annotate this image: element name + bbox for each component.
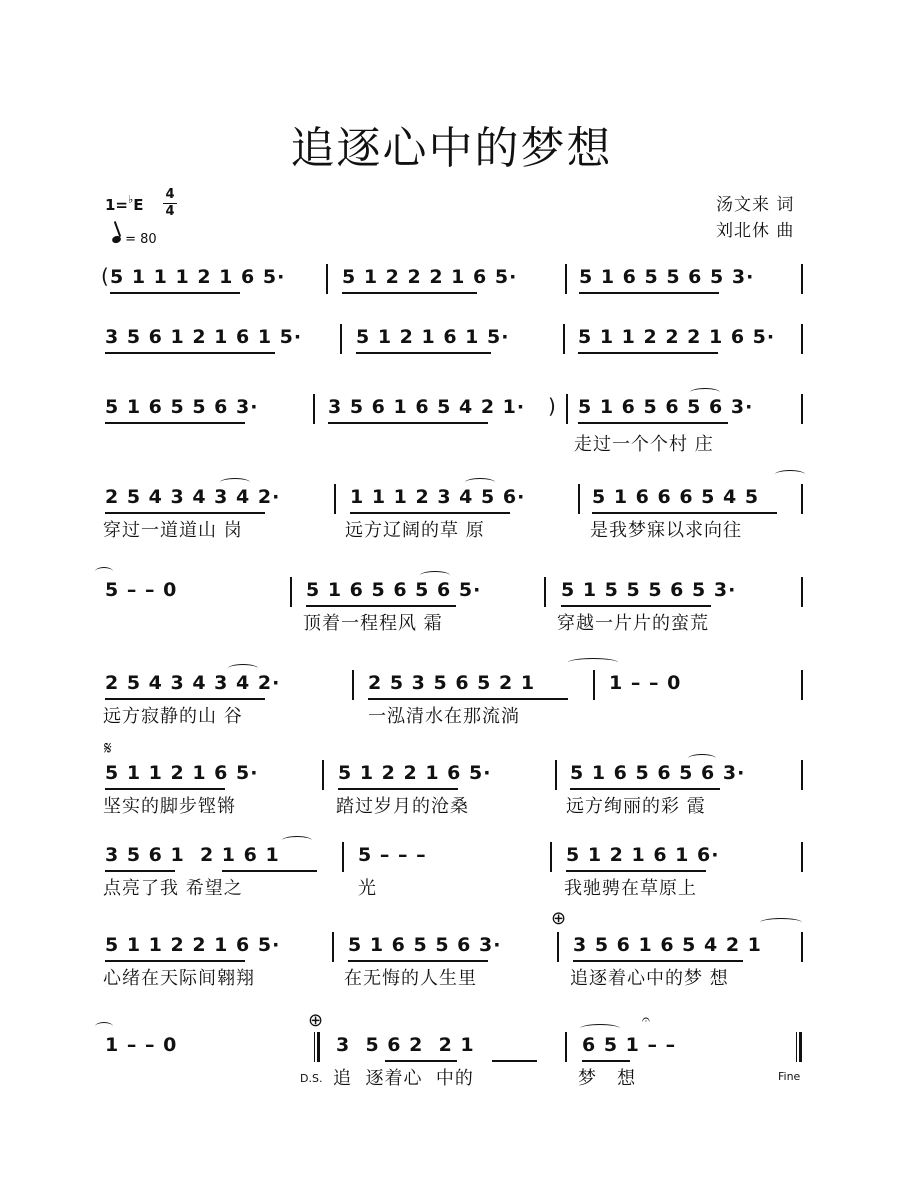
bar-line (550, 842, 552, 872)
bar-line (555, 760, 557, 790)
measure: 5 1 6 5 6 5 6 3· (570, 762, 746, 784)
bar-line (340, 324, 342, 354)
bar-line (334, 484, 336, 514)
bar-line (342, 842, 344, 872)
measure: 3 5 6 1 6 5 4 2 1 (573, 934, 762, 956)
measure: 5 1 6 6 6 5 4 5 (592, 486, 760, 508)
measure: 5 1 1 2 1 6 5· (105, 762, 259, 784)
composer-credit: 刘北休 曲 (716, 221, 795, 241)
measure: 5 1 6 5 6 5 6 3· (578, 396, 754, 418)
measure: 5 1 5 5 5 6 5 3· (561, 579, 737, 601)
coda-icon: ⊕ (308, 1010, 324, 1031)
lyric: 远方辽阔的草 原 (345, 520, 485, 541)
lyric: 一泓清水在那流淌 (368, 706, 520, 727)
lyric: 追 逐着心 中的 (333, 1068, 474, 1089)
measure: 5 1 2 2 1 6 5· (338, 762, 492, 784)
final-bar-line (796, 1032, 802, 1062)
lyric: 是我梦寐以求向往 (590, 520, 742, 541)
ds-marking: D.S. (300, 1072, 323, 1085)
measure: 3 5 6 2 2 1 (336, 1034, 475, 1056)
measure: 3 5 6 1 2 1 6 1 (105, 844, 280, 866)
lyric: 远方寂静的山 谷 (103, 706, 243, 727)
measure: 3 5 6 1 6 5 4 2 1· (328, 396, 526, 418)
bar-line (566, 394, 568, 424)
measure: 5 1 1 2 2 2 1 6 5· (578, 326, 776, 348)
measure: 5 1 2 1 6 1 5· (356, 326, 510, 348)
bar-line (544, 577, 546, 607)
measure: 3 5 6 1 2 1 6 1 5· (105, 326, 303, 348)
bar-line (290, 577, 292, 607)
lyric: 踏过岁月的沧桑 (336, 796, 469, 817)
bar-line (801, 670, 803, 700)
bar-line (801, 264, 803, 294)
tempo-marking: = 80 (112, 232, 157, 247)
measure: 5 1 1 2 2 1 6 5· (105, 934, 281, 956)
measure: 2 5 4 3 4 3 4 2· (105, 486, 281, 508)
lyric: 走过一个个村 庄 (574, 434, 714, 455)
quarter-note-icon (111, 235, 122, 245)
bar-line (801, 577, 803, 607)
flat-symbol: ♭ (128, 193, 134, 206)
bar-line (326, 264, 328, 294)
measure: 5 1 2 1 6 1 6· (566, 844, 720, 866)
bar-line (322, 760, 324, 790)
measure: 2 5 4 3 4 3 4 2· (105, 672, 281, 694)
measure: 5 1 6 5 5 6 3· (105, 396, 259, 418)
bar-line (801, 394, 803, 424)
song-title: 追逐心中的梦想 (290, 123, 613, 174)
bar-line (801, 932, 803, 962)
coda-icon: ⊕ (551, 908, 567, 929)
lyric: 顶着一程程风 霜 (303, 613, 443, 634)
bar-line (565, 264, 567, 294)
lyric: 心绪在天际间翱翔 (103, 968, 255, 989)
bar-line (801, 484, 803, 514)
bar-line (332, 932, 334, 962)
lyric: 梦 想 (578, 1068, 637, 1089)
measure: 6 5 1 – – (582, 1034, 677, 1056)
bar-line (352, 670, 354, 700)
bar-line (801, 760, 803, 790)
segno-icon: 𝄋 (104, 738, 112, 759)
bar-line (593, 670, 595, 700)
fermata-icon: 𝄐 (642, 1012, 650, 1028)
measure: 5 – – 0 (105, 579, 178, 601)
measure: 5 1 6 5 5 6 5 3· (579, 266, 755, 288)
measure: 1 – – 0 (105, 1034, 178, 1056)
lyric: 穿过一道道山 岗 (103, 520, 243, 541)
measure: 5 1 1 1 2 1 6 5· (110, 266, 286, 288)
bar-line (557, 932, 559, 962)
key-signature: 1=♭E (105, 193, 144, 214)
bar-line (801, 324, 803, 354)
measure: 1 1 1 2 3 4 5 6· (350, 486, 526, 508)
measure: 5 1 6 5 6 5 6 5· (306, 579, 482, 601)
lyric: 光 (358, 878, 377, 899)
lyric: 我驰骋在草原上 (564, 878, 697, 899)
measure: 5 1 2 2 2 1 6 5· (342, 266, 518, 288)
lyric: 点亮了我 希望之 (103, 878, 243, 899)
bar-line (801, 842, 803, 872)
fine-marking: Fine (778, 1070, 801, 1083)
lyricist-credit: 汤文来 词 (716, 195, 795, 215)
measure: 1 – – 0 (609, 672, 682, 694)
measure: 5 1 6 5 5 6 3· (348, 934, 502, 956)
time-signature: 4 4 (163, 188, 177, 219)
measure: 5 – – – (358, 844, 427, 866)
bar-line (563, 324, 565, 354)
bar-line (565, 1032, 567, 1062)
double-bar-line (314, 1032, 320, 1062)
bar-line (578, 484, 580, 514)
lyric: 追逐着心中的梦 想 (570, 968, 729, 989)
lyric: 坚实的脚步铿锵 (103, 796, 236, 817)
lyric: 远方绚丽的彩 霞 (566, 796, 706, 817)
lyric: 穿越一片片的蛮荒 (557, 613, 709, 634)
lyric: 在无悔的人生里 (344, 968, 477, 989)
bar-line (313, 394, 315, 424)
measure: 2 5 3 5 6 5 2 1 (368, 672, 536, 694)
